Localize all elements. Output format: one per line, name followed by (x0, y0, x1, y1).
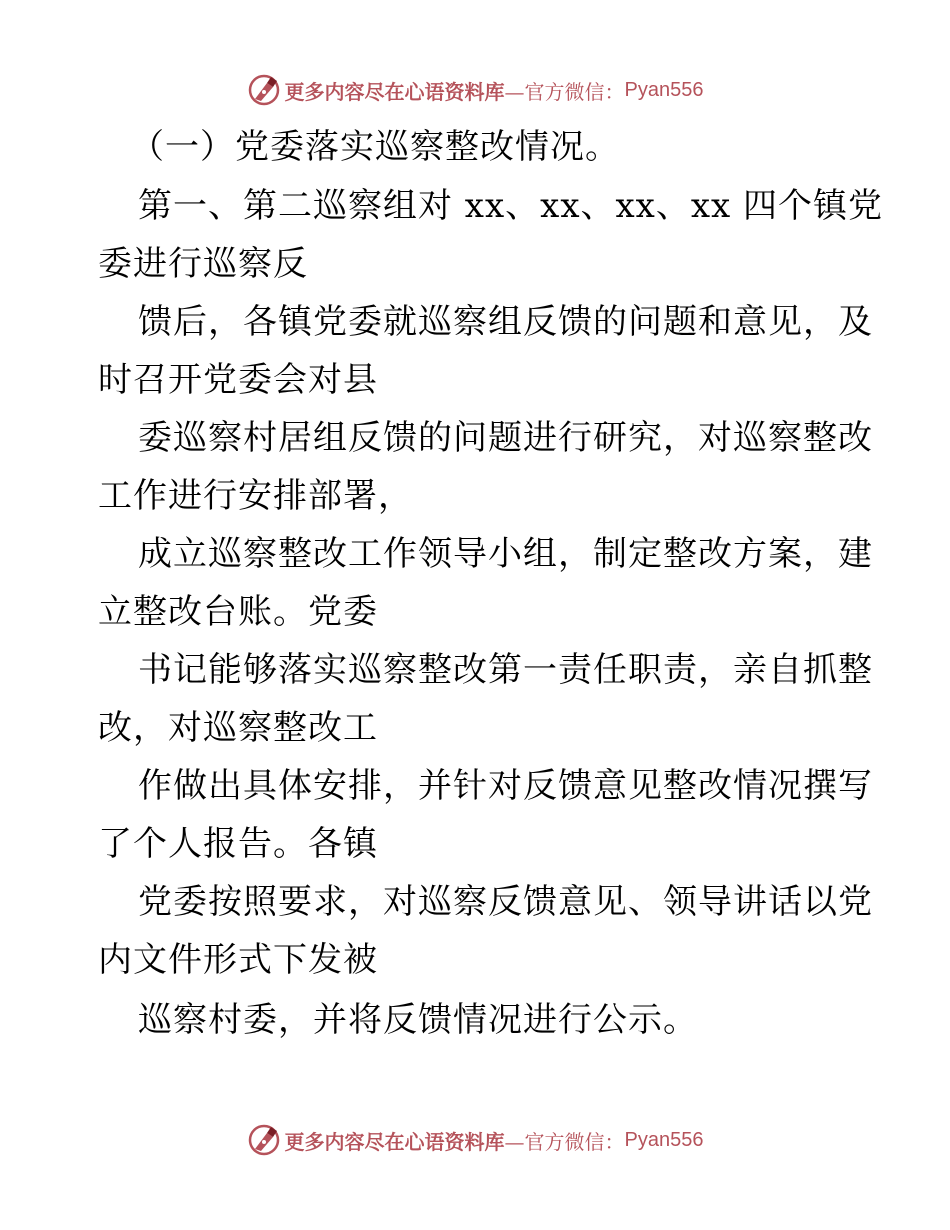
paragraph-line: 改，对巡察整改工 (98, 708, 378, 748)
site-name: 更多内容尽在心语资料库 (284, 79, 505, 104)
paragraph-line: 书记能够落实巡察整改第一责任职责，亲自抓整 (138, 650, 873, 690)
official-label: —官方微信： (504, 1129, 625, 1154)
paragraph-line: 成立巡察整改工作领导小组，制定整改方案，建 (138, 534, 873, 574)
header-banner (0, 70, 950, 110)
paragraph-line: 时召开党委会对县 (98, 360, 378, 400)
paragraph-line: 第一、第二巡察组对 xx、xx、xx、xx 四个镇党 (138, 186, 884, 226)
wechat-account: Pyan556 (624, 1128, 704, 1151)
footer-banner (0, 1120, 950, 1160)
paragraph-line: 委巡察村居组反馈的问题进行研究，对巡察整改 (138, 418, 873, 458)
paragraph-line: 巡察村委，并将反馈情况进行公示。 (138, 1000, 698, 1040)
pen-nib-icon (247, 73, 281, 107)
pen-nib-icon (247, 1123, 281, 1157)
site-name: 更多内容尽在心语资料库 (284, 1129, 505, 1154)
paragraph-line: 内文件形式下发被 (98, 940, 378, 980)
paragraph-line: 了个人报告。各镇 (98, 824, 378, 864)
paragraph-line: 工作进行安排部署， (98, 476, 413, 516)
paragraph-line: 作做出具体安排，并针对反馈意见整改情况撰写 (138, 766, 873, 806)
paragraph-line: 委进行巡察反 (98, 244, 308, 284)
paragraph-line: 馈后，各镇党委就巡察组反馈的问题和意见，及 (138, 302, 873, 342)
official-label: —官方微信： (504, 79, 625, 104)
section-heading: （一）党委落实巡察整改情况。 (130, 127, 620, 167)
paragraph-line: 党委按照要求，对巡察反馈意见、领导讲话以党 (138, 882, 873, 922)
paragraph-line: 立整改台账。党委 (98, 592, 378, 632)
wechat-account: Pyan556 (624, 78, 704, 101)
